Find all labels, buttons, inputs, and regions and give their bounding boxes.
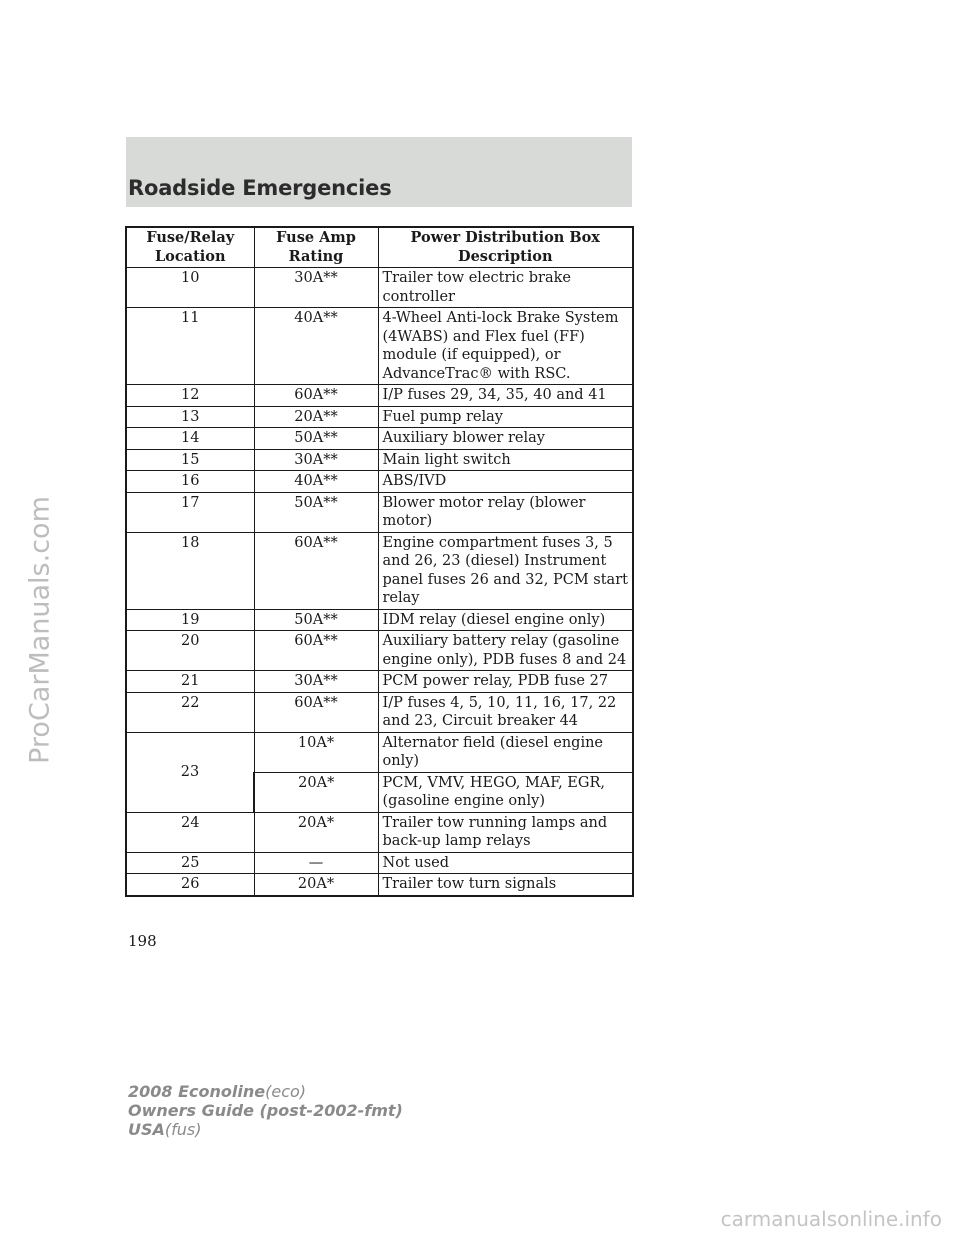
cell-location: 18 bbox=[126, 532, 254, 609]
fuse-table-body bbox=[126, 268, 633, 896]
header-description: Power Distribution Box Description bbox=[378, 227, 633, 268]
cell-description bbox=[378, 874, 633, 896]
description-line: (4WABS) and Flex fuel (FF) bbox=[382, 328, 585, 345]
table-row bbox=[126, 671, 633, 693]
cell-description bbox=[378, 732, 633, 772]
fuse-table bbox=[125, 226, 634, 897]
cell-location: 12 bbox=[126, 385, 254, 407]
cell-description bbox=[378, 852, 633, 874]
cell-amp-rating: 40A** bbox=[254, 308, 378, 385]
table-row bbox=[126, 406, 633, 428]
cell-description bbox=[378, 671, 633, 693]
cell-amp-rating: 40A** bbox=[254, 471, 378, 493]
description-line: Trailer tow electric brake bbox=[382, 270, 571, 286]
cell-location: 14 bbox=[126, 428, 254, 450]
description-line: IDM relay (diesel engine only) bbox=[382, 611, 606, 628]
cell-description bbox=[378, 692, 633, 732]
cell-amp-rating: 50A** bbox=[254, 428, 378, 450]
cell-location: 23 bbox=[126, 732, 254, 812]
cell-location: 19 bbox=[126, 609, 254, 631]
header-location: Fuse/Relay Location bbox=[126, 227, 254, 268]
cell-amp-rating: 60A** bbox=[254, 692, 378, 732]
description-line: ABS/IVD bbox=[382, 473, 447, 489]
description-line: Engine compartment fuses 3, 5 bbox=[382, 534, 613, 551]
cell-amp-rating: 20A* bbox=[254, 812, 378, 852]
cell-amp-rating: 30A** bbox=[254, 671, 378, 693]
page-number: 198 bbox=[128, 932, 157, 950]
footer-line-2: Owners Guide (post-2002-fmt) bbox=[128, 1101, 403, 1120]
table-row bbox=[126, 532, 633, 609]
description-line: back-up lamp relays bbox=[382, 833, 531, 849]
description-line: panel fuses 26 and 32, PCM start bbox=[382, 571, 628, 588]
cell-amp-rating: 20A* bbox=[254, 874, 378, 896]
description-line: 4-Wheel Anti-lock Brake System bbox=[382, 310, 619, 326]
cell-description bbox=[378, 609, 633, 631]
table-header-row bbox=[126, 227, 633, 268]
description-line: and 26, 23 (diesel) Instrument bbox=[382, 553, 607, 569]
description-line: Fuel pump relay bbox=[382, 408, 503, 425]
table-row bbox=[126, 852, 633, 874]
table-row bbox=[126, 732, 633, 772]
cell-location: 11 bbox=[126, 308, 254, 385]
table-row bbox=[126, 812, 633, 852]
footer-line-3: USA(fus) bbox=[128, 1120, 202, 1139]
table-row bbox=[126, 268, 633, 308]
description-line: Auxiliary blower relay bbox=[382, 430, 545, 446]
watermark-bottom: carmanualsonline.info bbox=[720, 1207, 942, 1231]
cell-amp-rating: 20A** bbox=[254, 406, 378, 428]
description-line: controller bbox=[382, 288, 455, 305]
cell-location: 10 bbox=[126, 268, 254, 308]
cell-location: 16 bbox=[126, 471, 254, 493]
cell-amp-rating: 50A** bbox=[254, 492, 378, 532]
cell-location: 24 bbox=[126, 812, 254, 852]
description-line: Alternator field (diesel engine bbox=[382, 734, 603, 751]
cell-amp-rating: 30A** bbox=[254, 268, 378, 308]
cell-amp-rating: 30A** bbox=[254, 449, 378, 471]
table-row bbox=[126, 385, 633, 407]
table-row bbox=[126, 308, 633, 385]
cell-location: 25 bbox=[126, 852, 254, 874]
description-line: engine only), PDB fuses 8 and 24 bbox=[382, 651, 627, 668]
cell-location: 26 bbox=[126, 874, 254, 896]
table-row bbox=[126, 492, 633, 532]
description-line: (gasoline engine only) bbox=[382, 793, 545, 809]
description-line: PCM, VMV, HEGO, MAF, EGR, bbox=[382, 774, 605, 791]
section-title: Roadside Emergencies bbox=[128, 176, 392, 200]
cell-amp-rating: — bbox=[254, 852, 378, 874]
cell-location: 21 bbox=[126, 671, 254, 693]
cell-description bbox=[378, 428, 633, 450]
cell-description bbox=[378, 631, 633, 671]
description-line: only) bbox=[382, 753, 420, 769]
cell-location: 20 bbox=[126, 631, 254, 671]
table-row bbox=[126, 471, 633, 493]
description-line: Trailer tow turn signals bbox=[382, 876, 557, 892]
table-row bbox=[126, 449, 633, 471]
cell-description bbox=[378, 308, 633, 385]
cell-location: 15 bbox=[126, 449, 254, 471]
cell-description bbox=[378, 406, 633, 428]
cell-amp-rating: 60A** bbox=[254, 532, 378, 609]
description-line: Blower motor relay (blower bbox=[382, 494, 586, 511]
description-line: I/P fuses 4, 5, 10, 11, 16, 17, 22 bbox=[382, 694, 617, 711]
document-footer bbox=[128, 1082, 403, 1139]
description-line: PCM power relay, PDB fuse 27 bbox=[382, 673, 609, 689]
description-line: I/P fuses 29, 34, 35, 40 and 41 bbox=[382, 387, 607, 403]
table-row bbox=[126, 631, 633, 671]
cell-amp-rating: 50A** bbox=[254, 609, 378, 631]
cell-description bbox=[378, 471, 633, 493]
description-line: module (if equipped), or bbox=[382, 347, 561, 363]
description-line: and 23, Circuit breaker 44 bbox=[382, 713, 579, 729]
description-line: Main light switch bbox=[382, 451, 511, 468]
cell-description bbox=[378, 268, 633, 308]
cell-description bbox=[378, 772, 633, 812]
description-line: Auxiliary battery relay (gasoline bbox=[382, 633, 620, 649]
watermark-left: ProCarManuals.com bbox=[24, 496, 56, 764]
table-row bbox=[126, 692, 633, 732]
cell-description bbox=[378, 812, 633, 852]
cell-location: 13 bbox=[126, 406, 254, 428]
cell-amp-rating: 20A* bbox=[254, 772, 378, 812]
cell-location: 22 bbox=[126, 692, 254, 732]
cell-amp-rating: 60A** bbox=[254, 385, 378, 407]
table-row bbox=[126, 428, 633, 450]
description-line: relay bbox=[382, 590, 420, 606]
cell-description bbox=[378, 532, 633, 609]
description-line: AdvanceTrac® with RSC. bbox=[382, 365, 571, 382]
cell-location: 17 bbox=[126, 492, 254, 532]
cell-amp-rating: 60A** bbox=[254, 631, 378, 671]
cell-description bbox=[378, 492, 633, 532]
cell-amp-rating: 10A* bbox=[254, 732, 378, 772]
table-row bbox=[126, 874, 633, 896]
cell-description bbox=[378, 449, 633, 471]
description-line: Not used bbox=[382, 854, 449, 871]
footer-line-1: 2008 Econoline(eco) bbox=[128, 1082, 307, 1101]
description-line: Trailer tow running lamps and bbox=[382, 814, 608, 831]
header-amp-rating: Fuse Amp Rating bbox=[254, 227, 378, 268]
cell-description bbox=[378, 385, 633, 407]
table-row bbox=[126, 609, 633, 631]
description-line: motor) bbox=[382, 513, 433, 529]
